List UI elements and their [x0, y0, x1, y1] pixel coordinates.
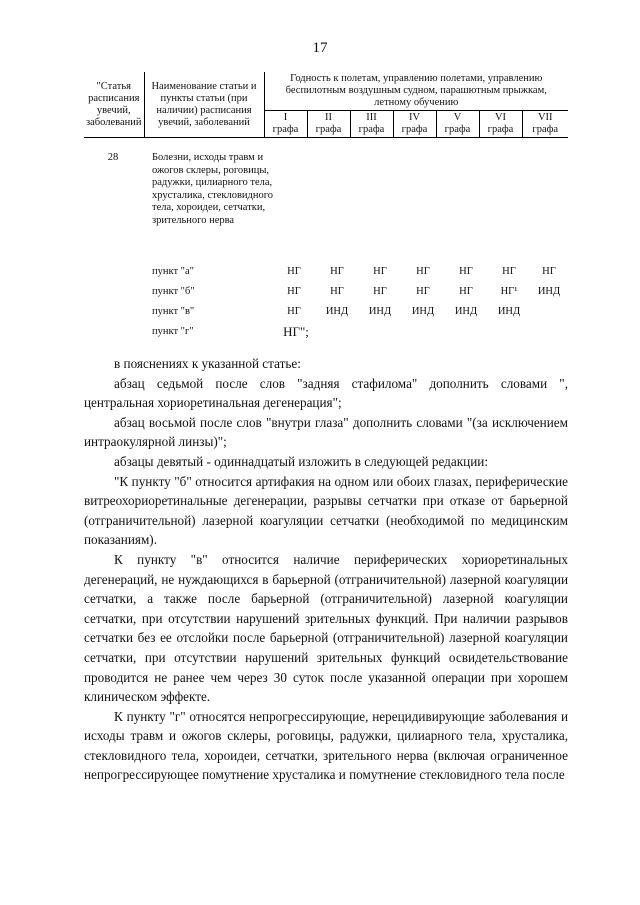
cell-a-1: НГ [287, 266, 301, 277]
item-label-b: пункт "б" [152, 286, 195, 297]
cell-b-4: НГ [416, 286, 430, 297]
paragraph-6: К пункту "в" относится наличие периферических хориоретинальных дегенераций, не нуждающихся в барьерной (отграничительной) лазерной коагуляции сетчатки, а также после барьерной (отграничительной) лазерной коагуляции сетчатки, при отсутствии нарушений зрительных функций. При наличии разрывов сетчатки без ее отслойки после барьерной (отграничительной) лазерной коагуляции сетчатки, при отсутствии нарушений зрительных функций освидетельствование проводится не ранее чем через 30 суток после указанной операции при хорошем клиническом эффекте. [84, 551, 568, 705]
cell-v-1: НГ [287, 306, 301, 317]
cell-a-3: НГ [373, 266, 387, 277]
cell-b-2: НГ [330, 286, 344, 297]
header-graf-2: II графа [307, 111, 350, 138]
cell-b-3: НГ [373, 286, 387, 297]
cell-a-7: НГ [542, 266, 556, 277]
paragraph-1: в пояснениях к указанной статье: [114, 356, 301, 371]
cell-b-6: НГ¹ [500, 286, 518, 297]
cell-b-1: НГ [287, 286, 301, 297]
paragraph-3: абзац восьмой после слов "внутри глаза" дополнить словами "(за исключением интраокулярной линзы)"; [84, 414, 568, 450]
paragraph-5: "К пункту "б" относится артифакия на одном или обоих глазах, периферические витреохориоретинальные дегенерации, разрывы сетчатки при отказе от барьерной (отграничительной) лазерной коагуляции сетчатки (необходимой по медицинским показаниям). [84, 473, 568, 548]
header-graf-1: I графа [264, 111, 307, 138]
cell-v-6: ИНД [497, 306, 521, 317]
header-graf-3: III графа [350, 111, 393, 138]
fitness-table-header [84, 72, 568, 138]
header-fitness: Годность к полетам, управлению полетами, управлению беспилотным воздушным судном, парашютным прыжкам, летному обучению [264, 72, 568, 111]
paragraph-7: К пункту "г" относятся непрогрессирующие, нерецидивирующие заболевания и исходы травм и ожогов склеры, роговицы, радужки, цилиарного тела, хрусталика, стекловидного тела, хороидеи, сетчатки, зрительного нерва (включая ограниченное непрогрессирующее помутнение хрусталика и помутнение стекловидного тела после [84, 708, 568, 783]
article-number: 28 [107, 152, 119, 163]
cell-g-1: НГ"; [283, 324, 309, 339]
cell-v-5: ИНД [454, 306, 478, 317]
item-label-a: пункт "а" [152, 266, 194, 277]
header-article: "Статья расписания увечий, заболеваний [84, 72, 144, 138]
cell-a-4: НГ [416, 266, 430, 277]
cell-a-5: НГ [459, 266, 473, 277]
cell-a-2: НГ [330, 266, 344, 277]
body-text [84, 354, 568, 785]
header-graf-6: VI графа [479, 111, 522, 138]
item-label-v: пункт "в" [152, 306, 195, 317]
cell-v-4: ИНД [411, 306, 435, 317]
cell-v-2: ИНД [325, 306, 349, 317]
header-name: Наименование статьи и пункты статьи (при наличии) расписания увечий, заболеваний [144, 72, 264, 138]
header-graf-5: V графа [436, 111, 479, 138]
paragraph-2: абзац седьмой после слов "задняя стафилома" дополнить словами ", центральная хориоретинальная дегенерация"; [84, 375, 568, 411]
paragraph-4: абзацы девятый - одиннадцатый изложить в следующей редакции: [114, 453, 488, 469]
cell-a-6: НГ [502, 266, 516, 277]
article-name: Болезни, исходы травм и ожогов склеры, роговицы, радужки, цилиарного тела, хрусталика, стекловидного тела, хороидеи, сетчатки, зрительного нерва [152, 152, 274, 226]
item-label-g: пункт "г" [152, 326, 194, 337]
cell-v-3: ИНД [368, 306, 392, 317]
cell-b-7: ИНД [537, 286, 561, 297]
header-graf-4: IV графа [393, 111, 436, 138]
cell-b-5: НГ [459, 286, 473, 297]
header-graf-7: VII графа [522, 111, 568, 138]
page-number: 17 [312, 40, 328, 56]
